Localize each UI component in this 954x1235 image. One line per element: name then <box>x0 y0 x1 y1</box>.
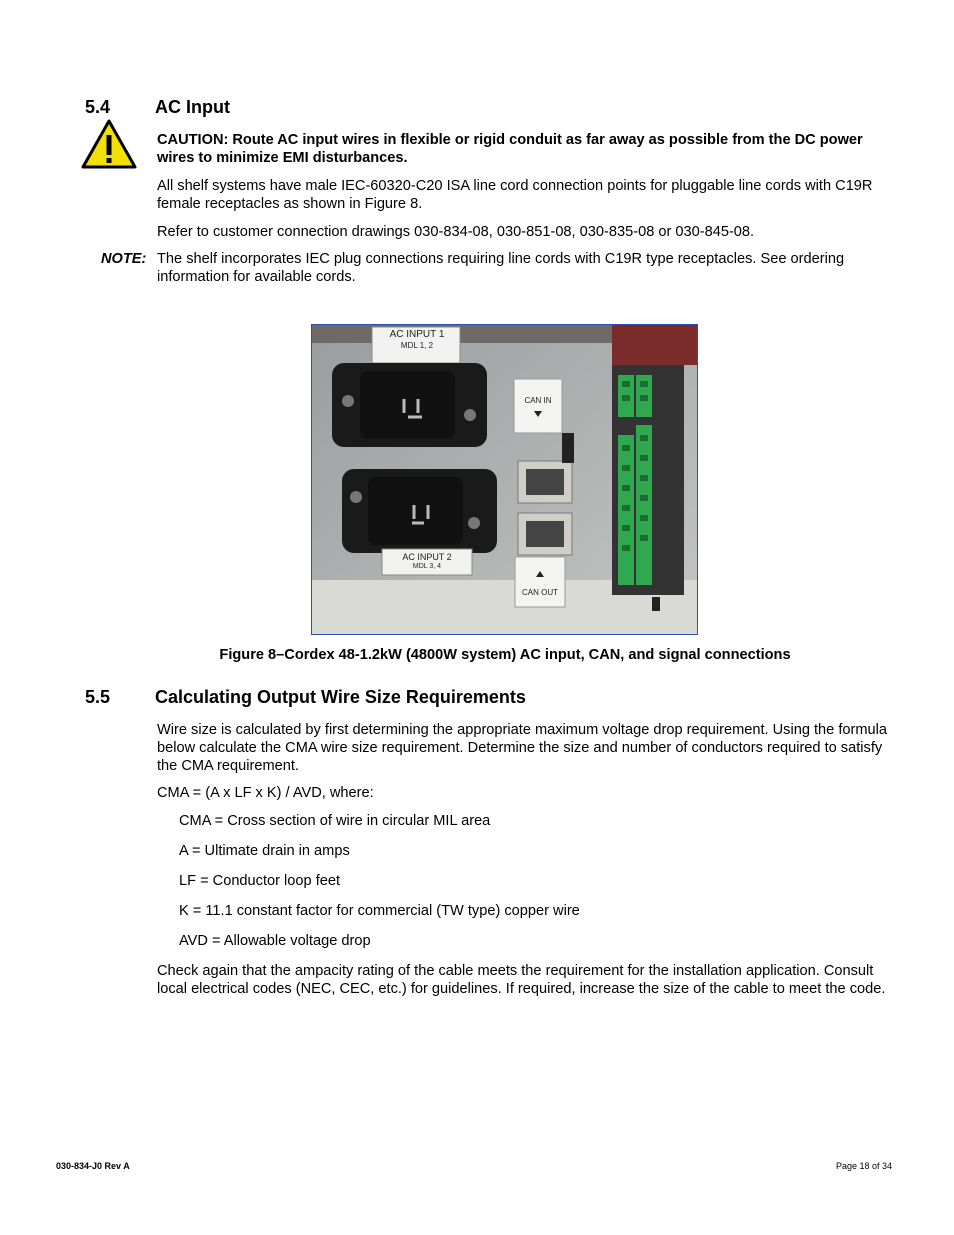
definition-item: CMA = Cross section of wire in circular MIL area <box>179 813 491 829</box>
warning-triangle-icon <box>80 118 138 170</box>
paragraph: All shelf systems have male IEC-60320-C20 ISA line cord connection points for pluggable line cords with C19R female receptacles as shown in Figure 8. <box>157 178 873 212</box>
footer-doc-id: 030-834-J0 Rev A <box>56 1161 130 1171</box>
paragraph: Check again that the ampacity rating of the cable meets the requirement for the installation application. Consult local electrical codes (NEC, CEC, etc.) for guidelines. If required, increase the size of the cable to meet the code. <box>157 963 886 997</box>
formula: CMA = (A x LF x K) / AVD, where: <box>157 785 374 801</box>
section-number-5-4: 5.4 <box>85 97 111 117</box>
paragraph: Refer to customer connection drawings 030-834-08, 030-851-08, 030-835-08 or 030-845-08. <box>157 224 755 240</box>
label-line: AC INPUT 2 <box>402 552 452 562</box>
figure-8-photo <box>311 324 698 635</box>
note-label: NOTE: <box>101 251 147 267</box>
caution-text: CAUTION: Route AC input wires in flexible or rigid conduit as far away as possible from the DC power wires to minimize EMI disturbances. <box>157 132 863 166</box>
definition-item: AVD = Allowable voltage drop <box>179 933 371 949</box>
paragraph: Wire size is calculated by first determining the appropriate maximum voltage drop requirement. Using the formula below calculate the CMA wire size requirement. Determine the size and number of conductors required to satisfy the CMA requirement. <box>157 722 888 774</box>
section-title-wire-size: Calculating Output Wire Size Requirements <box>155 687 526 707</box>
label-line: AC INPUT 1 <box>389 329 445 340</box>
footer-page-number: Page 18 of 34 <box>836 1161 893 1171</box>
section-title-ac-input: AC Input <box>155 97 230 117</box>
label-can-in: CAN IN <box>524 396 552 405</box>
label-line: MDL 1, 2 <box>400 341 434 350</box>
section-number-5-5: 5.5 <box>85 687 111 707</box>
label-line: MDL 3, 4 <box>412 563 442 570</box>
definition-item: LF = Conductor loop feet <box>179 873 341 889</box>
label-ac-input-1 <box>376 329 458 351</box>
definition-item: K = 11.1 constant factor for commercial (TW type) copper wire <box>179 903 580 919</box>
label-ac-input-2 <box>384 552 470 572</box>
definition-item: A = Ultimate drain in amps <box>179 843 350 859</box>
note-text: The shelf incorporates IEC plug connections requiring line cords with C19R type receptacles. See ordering information for available cords. <box>157 251 845 285</box>
figure-caption: Figure 8–Cordex 48-1.2kW (4800W system) AC input, CAN, and signal connections <box>219 647 791 663</box>
label-can-out: CAN OUT <box>522 588 558 597</box>
